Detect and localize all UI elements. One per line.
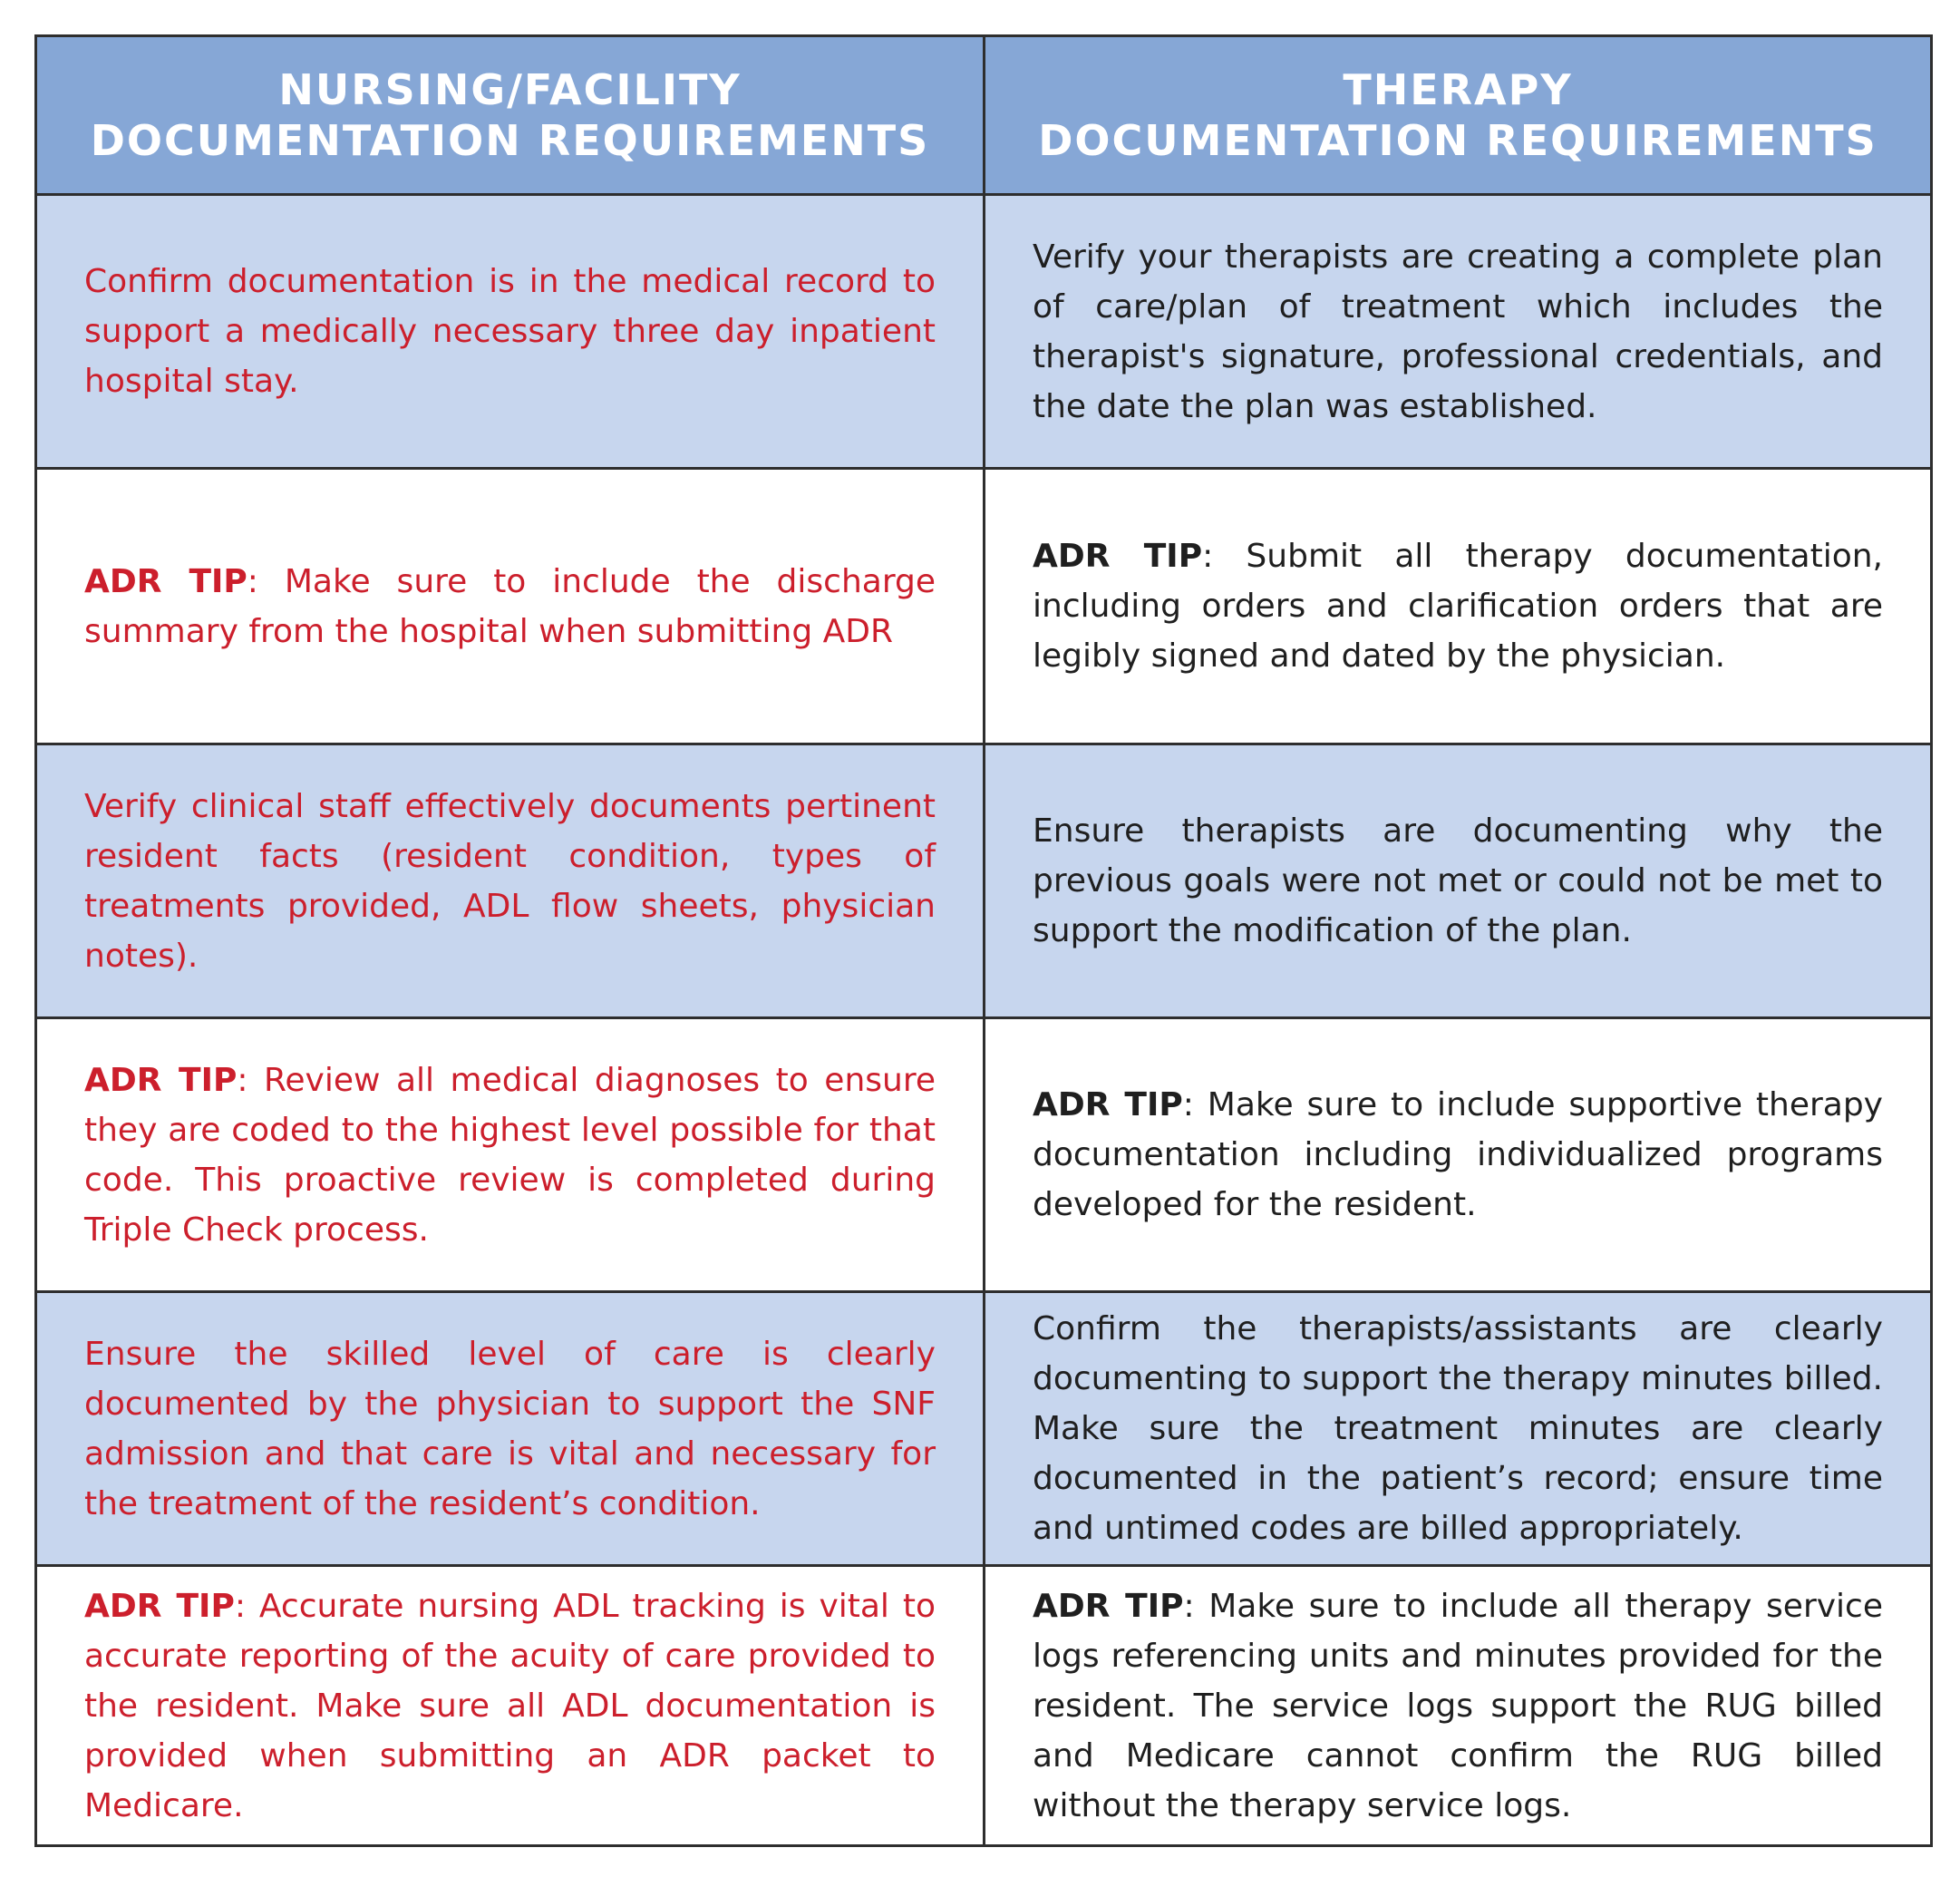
adr-tip-label: ADR TIP — [1033, 1587, 1184, 1625]
therapy-requirement-cell — [985, 744, 1932, 1018]
nursing-requirement-text: Ensure the skilled level of care is clearly documented by the physician to support the SNF admission and that care is vital and necessary for the treatment of the resident’s condition. — [84, 1335, 936, 1522]
adr-tip-label: ADR TIP — [1033, 538, 1203, 575]
therapy-adr-tip-text: : Make sure to include all therapy service logs referencing units and minutes provided for the resident. The service logs support the RUG billed and Medicare cannot confirm the RUG billed without the therapy service logs. — [1033, 1587, 1883, 1824]
table-row — [36, 744, 1932, 1018]
adr-tip-label: ADR TIP — [1033, 1086, 1183, 1123]
therapy-header-line1: THERAPY — [1343, 65, 1573, 114]
table-row — [36, 1292, 1932, 1566]
table-row — [36, 469, 1932, 744]
therapy-requirement-cell — [985, 1292, 1932, 1566]
therapy-header-line2: DOCUMENTATION REQUIREMENTS — [1038, 116, 1878, 165]
therapy-requirement-text: Verify your therapists are creating a complete plan of care/plan of treatment which includes the therapist's signature, professional credentials, and the date the plan was established. — [1033, 238, 1883, 425]
nursing-requirement-text: Confirm documentation is in the medical record to support a medically necessary three day inpatient hospital stay. — [84, 263, 936, 400]
therapy-adr-tip-cell — [985, 469, 1932, 744]
documentation-requirements-table — [34, 34, 1933, 1847]
therapy-requirement-text: Confirm the therapists/assistants are clearly documenting to support the therapy minutes billed. Make sure the treatment minutes are clearly documented in the patient’s record; ensure time and untimed codes are billed appropriately. — [1033, 1310, 1883, 1547]
nursing-requirement-cell — [36, 744, 985, 1018]
nursing-header — [36, 36, 985, 195]
nursing-header-line2: DOCUMENTATION REQUIREMENTS — [90, 116, 930, 165]
nursing-adr-tip-cell — [36, 1018, 985, 1292]
nursing-requirement-cell — [36, 1292, 985, 1566]
nursing-adr-tip-text: : Review all medical diagnoses to ensure they are coded to the highest level possible for that code. This proactive review is completed during Triple Check process. — [84, 1061, 936, 1249]
table-row — [36, 195, 1932, 469]
therapy-adr-tip-text: : Make sure to include supportive therapy documentation including individualized programs developed for the resident. — [1033, 1086, 1883, 1223]
nursing-requirement-text: Verify clinical staff effectively documents pertinent resident facts (resident condition, types of treatments provided, ADL flow sheets, physician notes). — [84, 787, 936, 975]
nursing-adr-tip-cell — [36, 1566, 985, 1846]
therapy-adr-tip-text: : Submit all therapy documentation, including orders and clarification orders that are legibly signed and dated by the physician. — [1033, 538, 1883, 675]
nursing-requirement-cell — [36, 195, 985, 469]
therapy-requirement-cell — [985, 195, 1932, 469]
therapy-header — [985, 36, 1932, 195]
nursing-adr-tip-text: : Make sure to include the discharge summary from the hospital when submitting ADR — [84, 562, 936, 650]
header-row — [36, 36, 1932, 195]
adr-tip-label: ADR TIP — [84, 1061, 238, 1099]
adr-tip-label: ADR TIP — [84, 1587, 235, 1625]
therapy-requirement-text: Ensure therapists are documenting why the previous goals were not met or could not be met to support the modification of the plan. — [1033, 812, 1883, 949]
nursing-adr-tip-cell — [36, 469, 985, 744]
table-row — [36, 1018, 1932, 1292]
therapy-adr-tip-cell — [985, 1566, 1932, 1846]
table-row — [36, 1566, 1932, 1846]
adr-tip-label: ADR TIP — [84, 562, 247, 600]
nursing-header-line1: NURSING/FACILITY — [278, 65, 742, 114]
nursing-adr-tip-text: : Accurate nursing ADL tracking is vital to accurate reporting of the acuity of care provided to the resident. Make sure all ADL documentation is provided when submitting an ADR packet to Medicare. — [84, 1587, 936, 1824]
therapy-adr-tip-cell — [985, 1018, 1932, 1292]
